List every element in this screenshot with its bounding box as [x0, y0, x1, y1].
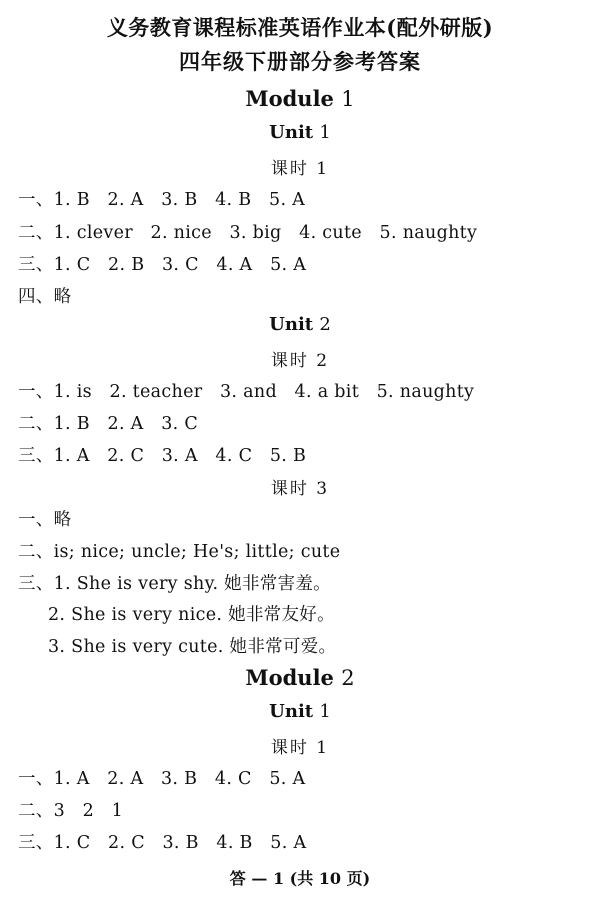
unit-number: 1 — [319, 701, 331, 722]
module-number: 2 — [341, 666, 355, 690]
answer-line: 一、1. A 2. A 3. B 4. C 5. A — [18, 769, 306, 789]
page-title: 义务教育课程标准英语作业本(配外研版) — [106, 15, 494, 40]
unit-label: Unit — [269, 701, 314, 722]
lesson-heading: 课时 1 — [270, 738, 330, 758]
answer-line: 二、1. B 2. A 3. C — [18, 414, 199, 434]
lesson-heading: 课时 3 — [270, 479, 330, 499]
answer-line: 一、1. B 2. A 3. B 4. B 5. A — [18, 190, 306, 210]
page-footer: 答 — 1 (共 10 页) — [229, 869, 371, 888]
module-label: Module — [245, 665, 334, 690]
module-number: 1 — [341, 87, 355, 111]
answer-line: 四、略 — [18, 287, 72, 307]
answer-line: 3. She is very cute. 她非常可爱。 — [48, 637, 337, 657]
unit-label: Unit — [269, 314, 314, 335]
page-subtitle: 四年级下册部分参考答案 — [179, 49, 421, 74]
module-2-heading — [0, 665, 600, 690]
answer-line: 二、3 2 1 — [18, 801, 124, 821]
lesson-heading: 课时 2 — [270, 351, 330, 371]
unit-number: 2 — [319, 314, 331, 335]
answer-line: 一、1. is 2. teacher 3. and 4. a bit 5. naughty — [18, 382, 475, 402]
unit-label: Unit — [269, 122, 314, 143]
answer-line: 三、1. She is very shy. 她非常害羞。 — [18, 574, 331, 594]
unit-number: 1 — [319, 122, 331, 143]
answer-line: 2. She is very nice. 她非常友好。 — [48, 605, 335, 625]
module-1-heading — [0, 86, 600, 111]
module-1-unit-2-heading — [0, 314, 600, 335]
answer-line: 二、is; nice; uncle; He's; little; cute — [18, 542, 341, 562]
answer-line: 一、略 — [18, 510, 72, 530]
answer-line: 三、1. C 2. B 3. C 4. A 5. A — [18, 255, 307, 275]
answer-line: 三、1. C 2. C 3. B 4. B 5. A — [18, 833, 307, 853]
module-1-unit-1-heading — [0, 122, 600, 143]
answer-line: 二、1. clever 2. nice 3. big 4. cute 5. naughty — [18, 223, 478, 243]
lesson-heading: 课时 1 — [270, 159, 330, 179]
module-2-unit-1-heading — [0, 701, 600, 722]
module-label: Module — [245, 86, 334, 111]
answer-line: 三、1. A 2. C 3. A 4. C 5. B — [18, 446, 307, 466]
